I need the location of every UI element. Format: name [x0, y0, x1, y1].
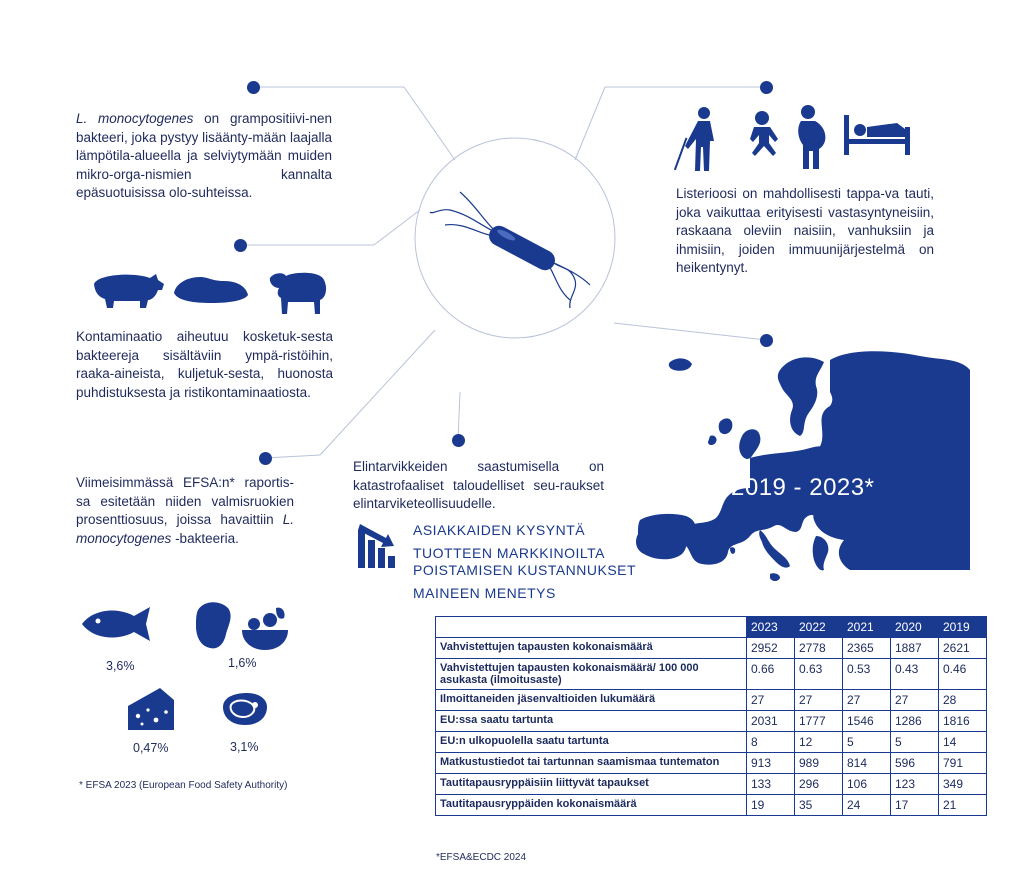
table-cell: 24	[843, 795, 891, 816]
sick-person-in-bed-icon	[842, 113, 912, 158]
table-cell: 913	[747, 753, 795, 774]
marker-dot	[234, 239, 247, 252]
table-row	[436, 795, 987, 816]
table-cell: 5	[843, 732, 891, 753]
sheep-icon	[266, 266, 328, 316]
bacterium-description	[76, 110, 332, 203]
species-name: L. monocytogenes	[76, 111, 194, 126]
salad-percentage: 1,6%	[228, 656, 257, 670]
table-cell: 2621	[939, 638, 987, 659]
contamination-description: Kontaminaatio aiheutuu kosketuk-sesta bakteereja sisältäviin ympä-ristöihin, raaka-aineista, kuljetuk-sesta, huonosta puhdistuksesta ja ristikontaminaatiosta.	[76, 329, 333, 400]
impact-item: TUOTTEEN MARKKINOILTA	[413, 545, 605, 561]
table-cell: 791	[939, 753, 987, 774]
europe-map	[630, 340, 980, 600]
pregnant-woman-icon	[793, 103, 833, 173]
row-label: Vahvistettujen tapausten kokonaismäärä	[436, 638, 747, 659]
row-label: EU:n ulkopuolella saatu tartunta	[436, 732, 747, 753]
table-cell: 596	[891, 753, 939, 774]
table-cell: 106	[843, 774, 891, 795]
meat-percentage: 3,1%	[230, 740, 259, 754]
table-cell: 2778	[795, 638, 843, 659]
marker-dot	[452, 434, 465, 447]
listeriosis-statistics-table	[435, 616, 987, 816]
table-cell: 2952	[747, 638, 795, 659]
table-cell: 296	[795, 774, 843, 795]
table-cell: 1816	[939, 711, 987, 732]
table-cell: 21	[939, 795, 987, 816]
map-period-label: 2019 - 2023*	[731, 474, 875, 501]
fish-percentage: 3,6%	[106, 659, 135, 673]
table-cell: 27	[795, 690, 843, 711]
efsa-report-description	[76, 474, 294, 548]
table-cell: 0.46	[939, 659, 987, 690]
table-cell: 28	[939, 690, 987, 711]
economic-impact-description: Elintarvikkeiden saastumisella on katastrofaaliset taloudelliset seu-raukset elintarviketeollisuudelle.	[353, 459, 604, 511]
table-row	[436, 711, 987, 732]
table-cell: 989	[795, 753, 843, 774]
year-header: 2019	[939, 617, 987, 638]
table-cell: 133	[747, 774, 795, 795]
row-label: Tautitapausryppäisiin liittyvät tapaukset	[436, 774, 747, 795]
impact-item: POISTAMISEN KUSTANNUKSET	[413, 562, 637, 578]
efsa-text-start: Viimeisimmässä EFSA:n* raportis-sa esitetään niiden valmisruokien prosenttiosuus, joissa havaittiin	[76, 475, 294, 527]
table-row	[436, 690, 987, 711]
row-label: Ilmoittaneiden jäsenvaltioiden lukumäärä	[436, 690, 747, 711]
table-cell: 2031	[747, 711, 795, 732]
table-row	[436, 659, 987, 690]
year-header: 2023	[747, 617, 795, 638]
table-cell: 2365	[843, 638, 891, 659]
marker-dot	[247, 81, 260, 94]
fish-icon	[78, 605, 156, 643]
table-cell: 19	[747, 795, 795, 816]
table-cell: 27	[891, 690, 939, 711]
table-cell: 349	[939, 774, 987, 795]
bacterium-icon	[420, 170, 610, 320]
table-cell: 5	[891, 732, 939, 753]
table-cell: 27	[843, 690, 891, 711]
marker-dot	[259, 452, 272, 465]
species-name: L. monocytogenes	[76, 512, 294, 546]
table-cell: 1887	[891, 638, 939, 659]
table-cell: 0.63	[795, 659, 843, 690]
table-cell: 1777	[795, 711, 843, 732]
steak-icon	[219, 691, 269, 727]
table-corner-cell	[436, 617, 747, 638]
table-row	[436, 753, 987, 774]
bacterium-text: on grampositiivi-nen bakteeri, joka pystyy lisäänty-mään laajalla lämpötila-alueella ja selviytymään muiden mikro-orga-nismien kannalta epäsuotuisissa olo-suhteissa.	[76, 111, 332, 200]
table-cell: 27	[747, 690, 795, 711]
row-label: Tautitapausryppäiden kokonaismäärä	[436, 795, 747, 816]
table-cell: 0.53	[843, 659, 891, 690]
efsa-text-end: -bakteeria.	[171, 530, 239, 546]
table-cell: 35	[795, 795, 843, 816]
row-label: EU:ssa saatu tartunta	[436, 711, 747, 732]
elderly-person-icon	[674, 103, 724, 173]
risk-groups-description: Listerioosi on mahdollisesti tappa-va tauti, joka vaikuttaa erityisesti vastasyntyneisiin, raskaana oleviin naisiin, vanhuksiin ja ihmisiin, joiden immuunijärjestelmä on heikentynyt.	[676, 186, 934, 275]
year-header: 2022	[795, 617, 843, 638]
table-source-footnote: *EFSA&ECDC 2024	[436, 852, 527, 863]
table-header-row	[436, 617, 987, 638]
row-label: Vahvistettujen tapausten kokonaismäärä/ 100 000 asukasta (ilmoitusaste)	[436, 659, 747, 690]
year-header: 2021	[843, 617, 891, 638]
row-label: Matkustustiedot tai tartunnan saamismaa tuntematon	[436, 753, 747, 774]
cheese-percentage: 0,47%	[133, 741, 169, 755]
impact-item: ASIAKKAIDEN KYSYNTÄ	[413, 522, 586, 538]
table-cell: 1286	[891, 711, 939, 732]
pig-icon	[86, 270, 164, 308]
cheese-icon	[126, 686, 176, 732]
table-cell: 0.66	[747, 659, 795, 690]
table-cell: 814	[843, 753, 891, 774]
baby-icon	[742, 110, 782, 160]
meat-slab-icon	[170, 273, 252, 305]
declining-chart-icon	[356, 522, 402, 570]
table-cell: 12	[795, 732, 843, 753]
table-cell: 17	[891, 795, 939, 816]
salad-icon	[192, 600, 292, 652]
year-header: 2020	[891, 617, 939, 638]
efsa-footnote: * EFSA 2023 (European Food Safety Authority)	[79, 780, 288, 791]
impact-item: MAINEEN MENETYS	[413, 585, 556, 601]
table-cell: 14	[939, 732, 987, 753]
table-row	[436, 774, 987, 795]
table-cell: 1546	[843, 711, 891, 732]
table-row	[436, 638, 987, 659]
marker-dot	[760, 81, 773, 94]
table-row	[436, 732, 987, 753]
table-cell: 8	[747, 732, 795, 753]
table-cell: 0.43	[891, 659, 939, 690]
table-cell: 123	[891, 774, 939, 795]
